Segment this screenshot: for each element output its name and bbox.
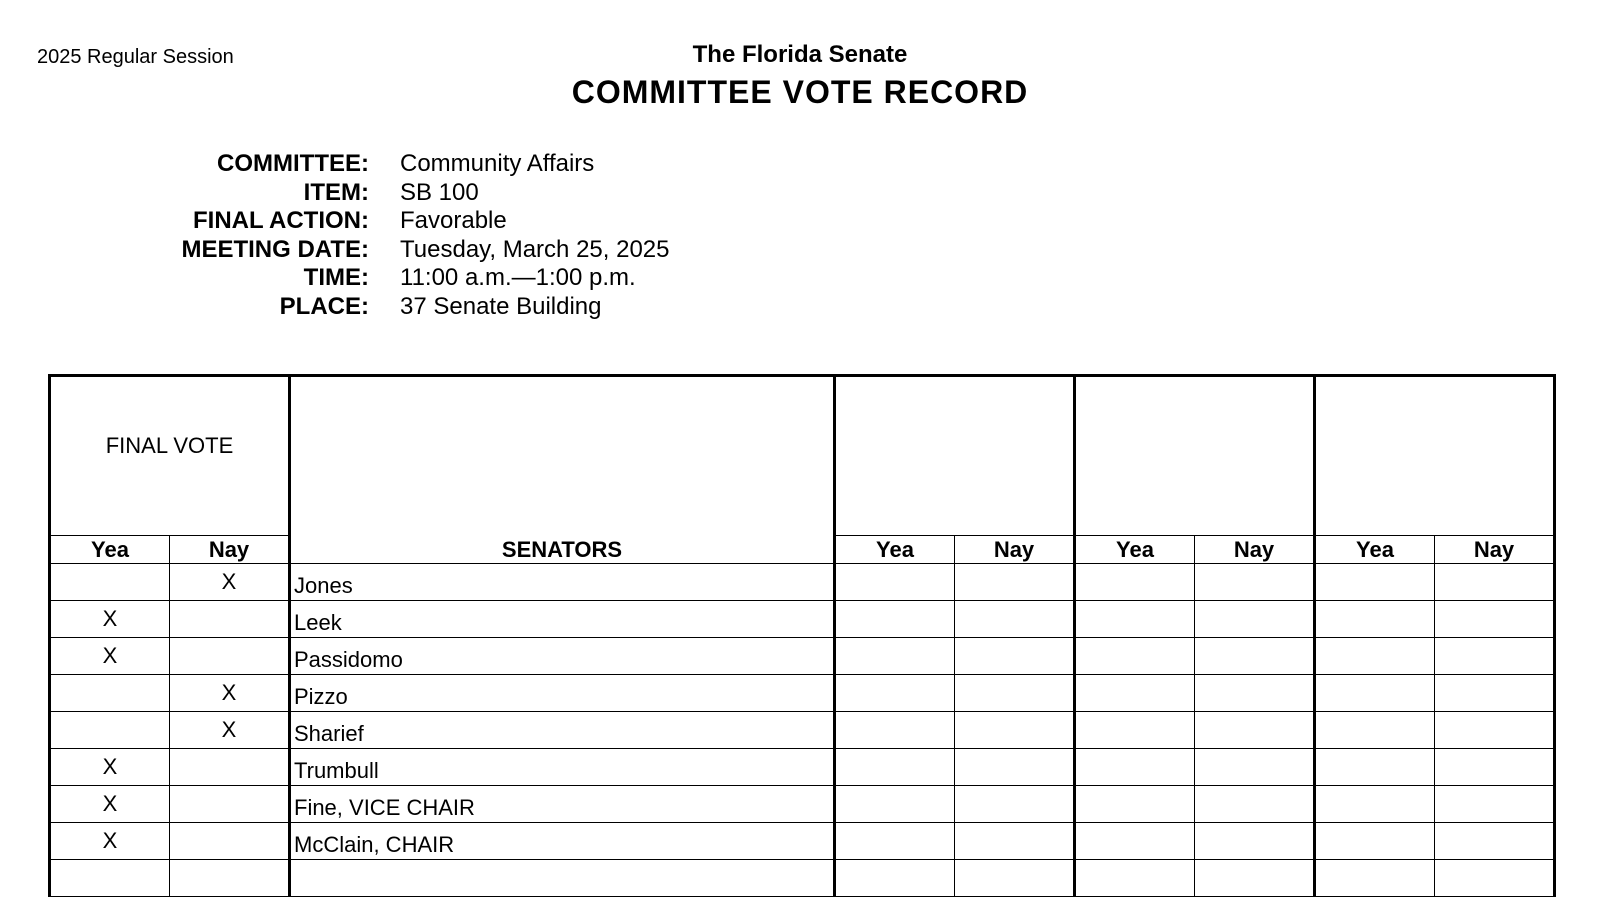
senator-name: Jones	[290, 564, 835, 601]
vote-cell	[955, 823, 1075, 860]
table-row	[50, 564, 1555, 601]
vote-cell	[955, 564, 1075, 601]
vote-cell	[1075, 675, 1195, 712]
meta-row-place	[140, 293, 669, 322]
vote-cell	[1195, 786, 1315, 823]
vote-cell	[1195, 601, 1315, 638]
meta-value: Favorable	[400, 207, 507, 235]
table-row	[50, 749, 1555, 786]
final-vote-header	[50, 376, 290, 536]
vote-cell	[835, 601, 955, 638]
senator-name: Pizzo	[290, 675, 835, 712]
vote-cell	[955, 712, 1075, 749]
vote-cell	[835, 823, 955, 860]
vote-cell	[1075, 601, 1195, 638]
yea-mark: X	[50, 786, 170, 823]
vote-cell	[955, 786, 1075, 823]
vote-cell	[1075, 638, 1195, 675]
vote-cell	[1075, 823, 1195, 860]
vote-cell	[1435, 786, 1555, 823]
meta-value: 11:00 a.m.—1:00 p.m.	[400, 264, 636, 292]
vote-cell	[835, 564, 955, 601]
vote-cell	[1315, 786, 1435, 823]
vote-cell	[1315, 823, 1435, 860]
vote-cell	[835, 749, 955, 786]
meta-value: Community Affairs	[400, 150, 595, 178]
nay-header: Nay	[1195, 536, 1315, 564]
vote-cell	[955, 749, 1075, 786]
yea-header: Yea	[835, 536, 955, 564]
vote-cell	[1195, 638, 1315, 675]
vote-cell	[1075, 749, 1195, 786]
vote-table	[48, 374, 1556, 897]
nay-mark: X	[170, 712, 290, 749]
nay-header: Nay	[170, 536, 290, 564]
nay-header: Nay	[955, 536, 1075, 564]
vote-cell	[1195, 675, 1315, 712]
table-head-row	[50, 376, 1555, 536]
vote-cell	[835, 712, 955, 749]
yea-mark: X	[50, 638, 170, 675]
vote-cell	[1195, 749, 1315, 786]
page-title: COMMITTEE VOTE RECORD	[571, 74, 1029, 110]
vote-cell	[955, 638, 1075, 675]
senator-name: Leek	[290, 601, 835, 638]
nay-mark: X	[170, 564, 290, 601]
table-row	[50, 823, 1555, 860]
nay-mark	[170, 823, 290, 860]
vote-group-header	[1315, 376, 1555, 536]
meta-label: TIME:	[303, 264, 369, 292]
vote-cell	[1315, 860, 1435, 897]
vote-cell	[1195, 860, 1315, 897]
meta-label: FINAL ACTION:	[193, 207, 369, 235]
meeting-info	[140, 150, 669, 321]
senators-header: SENATORS	[290, 536, 835, 564]
vote-cell	[1315, 749, 1435, 786]
vote-cell	[1075, 564, 1195, 601]
vote-cell	[835, 860, 955, 897]
senator-name: Fine, VICE CHAIR	[290, 786, 835, 823]
vote-cell	[835, 638, 955, 675]
vote-cell	[1435, 675, 1555, 712]
table-row	[50, 601, 1555, 638]
vote-cell	[1435, 749, 1555, 786]
vote-cell	[955, 860, 1075, 897]
vote-cell	[1435, 564, 1555, 601]
nay-header: Nay	[1435, 536, 1555, 564]
yea-mark: X	[50, 749, 170, 786]
vote-cell	[835, 675, 955, 712]
vote-cell	[1435, 823, 1555, 860]
vote-cell	[1195, 712, 1315, 749]
vote-group-header	[835, 376, 1075, 536]
yea-header: Yea	[1315, 536, 1435, 564]
senators-header-space	[290, 376, 835, 536]
vote-cell	[1075, 712, 1195, 749]
vote-cell	[1195, 564, 1315, 601]
meta-value: 37 Senate Building	[400, 292, 602, 320]
vote-cell	[1435, 860, 1555, 897]
yea-mark	[50, 712, 170, 749]
vote-cell	[1315, 601, 1435, 638]
meta-label: ITEM:	[303, 178, 369, 206]
vote-group-header	[1075, 376, 1315, 536]
vote-cell	[1075, 860, 1195, 897]
vote-cell	[1315, 712, 1435, 749]
senate-title: The Florida Senate	[692, 41, 908, 68]
nay-mark	[170, 786, 290, 823]
yea-mark	[50, 675, 170, 712]
yea-mark: X	[50, 823, 170, 860]
meta-value: SB 100	[400, 178, 479, 206]
vote-cell	[955, 601, 1075, 638]
vote-cell	[1315, 675, 1435, 712]
vote-cell	[170, 860, 290, 897]
yea-mark: X	[50, 601, 170, 638]
senator-name: McClain, CHAIR	[290, 823, 835, 860]
vote-cell	[1435, 601, 1555, 638]
final-vote-label: FINAL VOTE	[105, 433, 234, 458]
meta-label: COMMITTEE:	[217, 150, 369, 178]
nay-mark: X	[170, 675, 290, 712]
column-header-row	[50, 536, 1555, 564]
vote-cell	[1075, 786, 1195, 823]
meta-row-meeting-date	[140, 236, 669, 265]
senator-name: Sharief	[290, 712, 835, 749]
meta-value: Tuesday, March 25, 2025	[400, 235, 670, 263]
vote-cell	[50, 860, 170, 897]
table-row	[50, 786, 1555, 823]
meta-label: MEETING DATE:	[181, 235, 369, 263]
yea-header: Yea	[50, 536, 170, 564]
yea-header: Yea	[1075, 536, 1195, 564]
session-label: 2025 Regular Session	[37, 46, 234, 68]
meta-row-item	[140, 179, 669, 208]
vote-cell	[1315, 564, 1435, 601]
vote-cell	[1435, 638, 1555, 675]
vote-cell	[1315, 638, 1435, 675]
yea-mark	[50, 564, 170, 601]
senator-name: Passidomo	[290, 638, 835, 675]
meta-row-time	[140, 264, 669, 293]
table-row-empty	[50, 860, 1555, 897]
table-row	[50, 638, 1555, 675]
meta-row-committee	[140, 150, 669, 179]
meta-label: PLACE:	[279, 292, 369, 320]
nay-mark	[170, 638, 290, 675]
senator-name	[290, 860, 835, 897]
vote-cell	[1195, 823, 1315, 860]
nay-mark	[170, 601, 290, 638]
table-row	[50, 712, 1555, 749]
nay-mark	[170, 749, 290, 786]
senator-name: Trumbull	[290, 749, 835, 786]
vote-cell	[835, 786, 955, 823]
table-row	[50, 675, 1555, 712]
vote-cell	[1435, 712, 1555, 749]
meta-row-final-action	[140, 207, 669, 236]
vote-cell	[955, 675, 1075, 712]
